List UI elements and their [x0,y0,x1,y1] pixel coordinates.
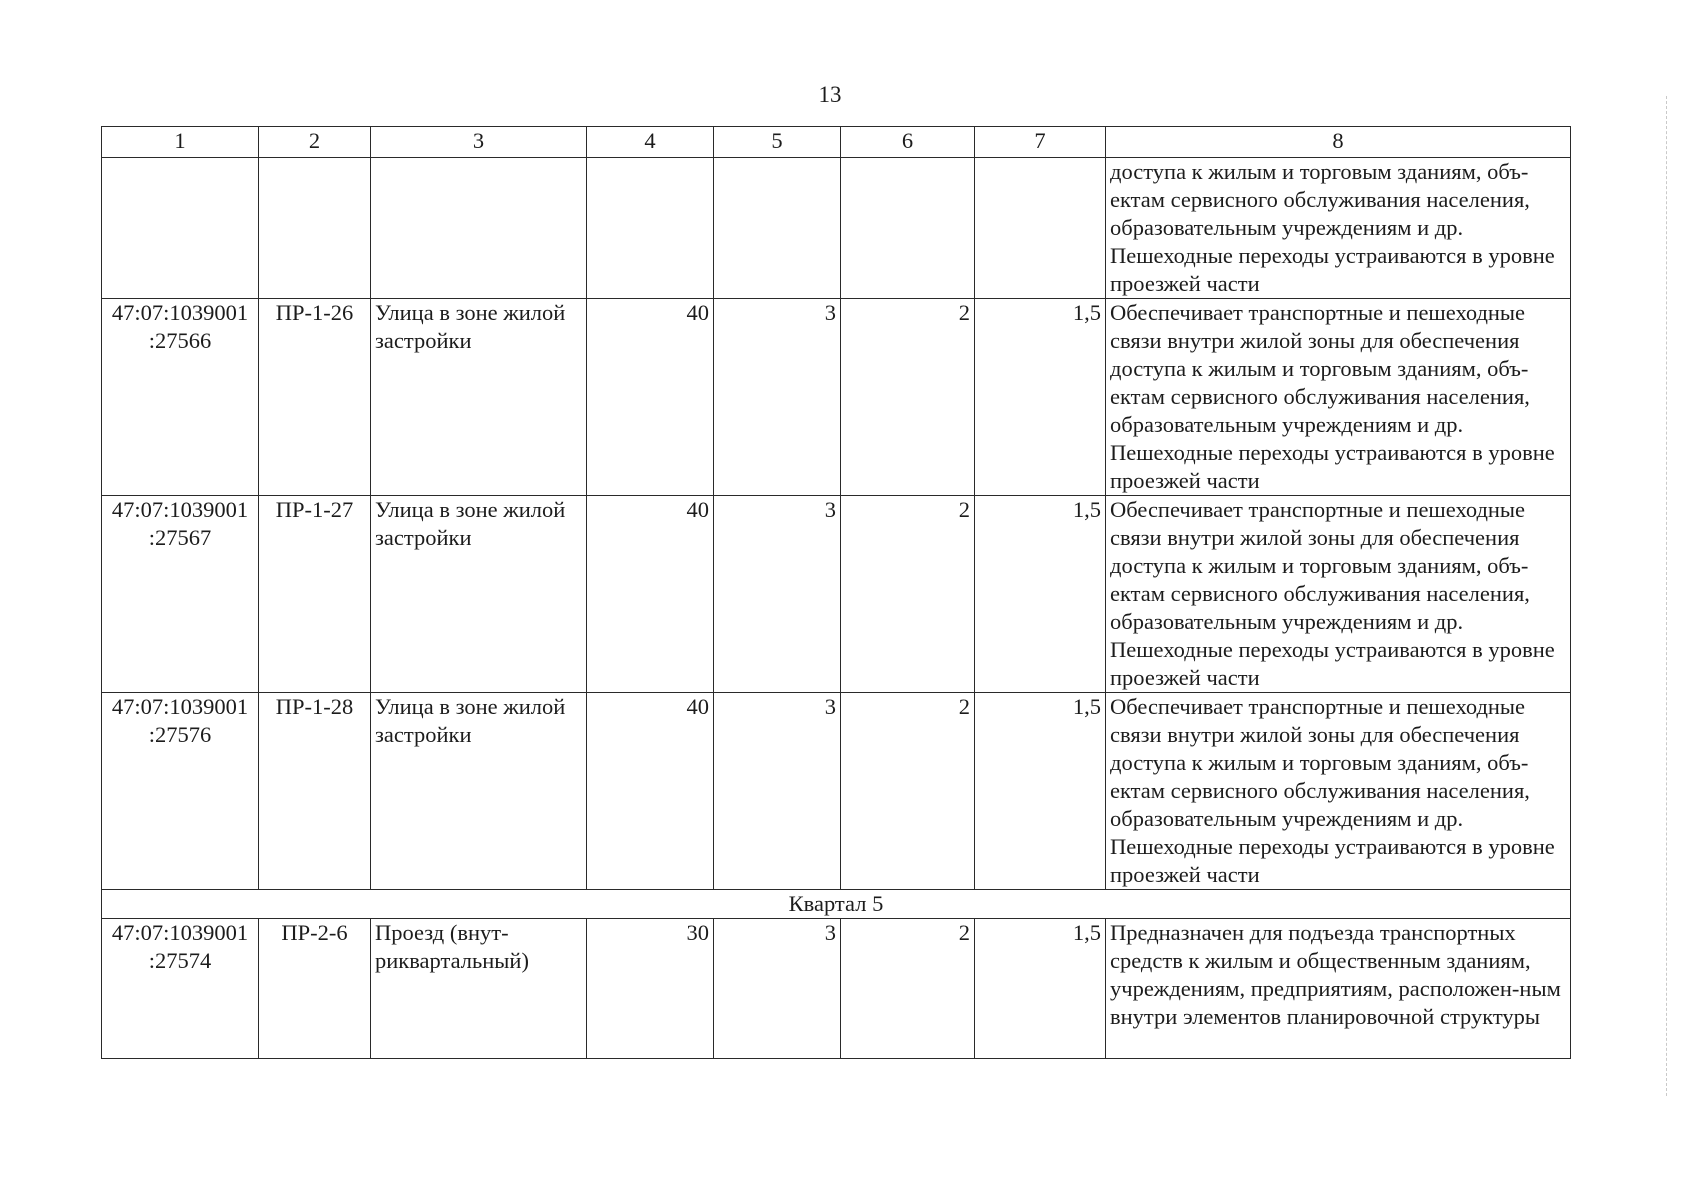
roads-table [101,126,1571,1059]
description-cell: доступа к жилым и торговым зданиям, объ-ектам сервисного обслуживания населения, образовательным учреждениям и др. Пешеходные переходы устраиваются в уровне проезжей части [1106,158,1571,299]
object-code: ПР-1-28 [259,693,371,890]
description-cell: Обеспечивает транспортные и пешеходные связи внутри жилой зоны для обеспечения доступа к жилым и торговым зданиям, объ-ектам сервисного обслуживания населения, образовательным учреждениям и др. Пешеходные переходы устраиваются в уровне проезжей части [1106,299,1571,496]
empty-cell [259,158,371,299]
value-col5: 3 [714,919,841,1059]
object-name: Улица в зоне жилой застройки [371,693,587,890]
value-col7: 1,5 [975,693,1106,890]
value-col5: 3 [714,693,841,890]
value-col6: 2 [841,693,975,890]
table-row [102,693,1571,890]
empty-cell [714,158,841,299]
value-col7: 1,5 [975,919,1106,1059]
object-code: ПР-2-6 [259,919,371,1059]
empty-cell [371,158,587,299]
column-number-row [102,127,1571,158]
empty-cell [975,158,1106,299]
value-col5: 3 [714,496,841,693]
object-name: Улица в зоне жилой застройки [371,496,587,693]
value-col5: 3 [714,299,841,496]
value-col6: 2 [841,919,975,1059]
value-col6: 2 [841,299,975,496]
cadastral-number: 47:07:1039001 :27566 [102,299,259,496]
value-col4: 40 [587,299,714,496]
cadastral-number: 47:07:1039001 :27576 [102,693,259,890]
table-row [102,496,1571,693]
col-header-8: 8 [1106,127,1571,158]
continuation-row [102,158,1571,299]
object-name: Улица в зоне жилой застройки [371,299,587,496]
col-header-5: 5 [714,127,841,158]
empty-cell [841,158,975,299]
object-code: ПР-1-26 [259,299,371,496]
value-col7: 1,5 [975,496,1106,693]
table-row [102,919,1571,1059]
section-row [102,890,1571,919]
description-cell: Обеспечивает транспортные и пешеходные связи внутри жилой зоны для обеспечения доступа к жилым и торговым зданиям, объ-ектам сервисного обслуживания населения, образовательным учреждениям и др. Пешеходные переходы устраиваются в уровне проезжей части [1106,693,1571,890]
col-header-7: 7 [975,127,1106,158]
section-label: Квартал 5 [102,890,1571,919]
empty-cell [587,158,714,299]
page-number: 13 [818,82,842,107]
value-col6: 2 [841,496,975,693]
object-code: ПР-1-27 [259,496,371,693]
description-cell: Предназначен для подъезда транспортных средств к жилым и общественным зданиям, учреждениям, предприятиям, расположен-ным внутри элементов планировочной структуры [1106,919,1571,1059]
value-col7: 1,5 [975,299,1106,496]
empty-cell [102,158,259,299]
col-header-6: 6 [841,127,975,158]
value-col4: 30 [587,919,714,1059]
table-row [102,299,1571,496]
cadastral-number: 47:07:1039001 :27574 [102,919,259,1059]
description-cell: Обеспечивает транспортные и пешеходные связи внутри жилой зоны для обеспечения доступа к жилым и торговым зданиям, объ-ектам сервисного обслуживания населения, образовательным учреждениям и др. Пешеходные переходы устраиваются в уровне проезжей части [1106,496,1571,693]
col-header-1: 1 [102,127,259,158]
value-col4: 40 [587,496,714,693]
col-header-2: 2 [259,127,371,158]
col-header-4: 4 [587,127,714,158]
cadastral-number: 47:07:1039001 :27567 [102,496,259,693]
value-col4: 40 [587,693,714,890]
col-header-3: 3 [371,127,587,158]
object-name: Проезд (внут-риквартальный) [371,919,587,1059]
scan-edge-divider [1666,96,1668,1096]
